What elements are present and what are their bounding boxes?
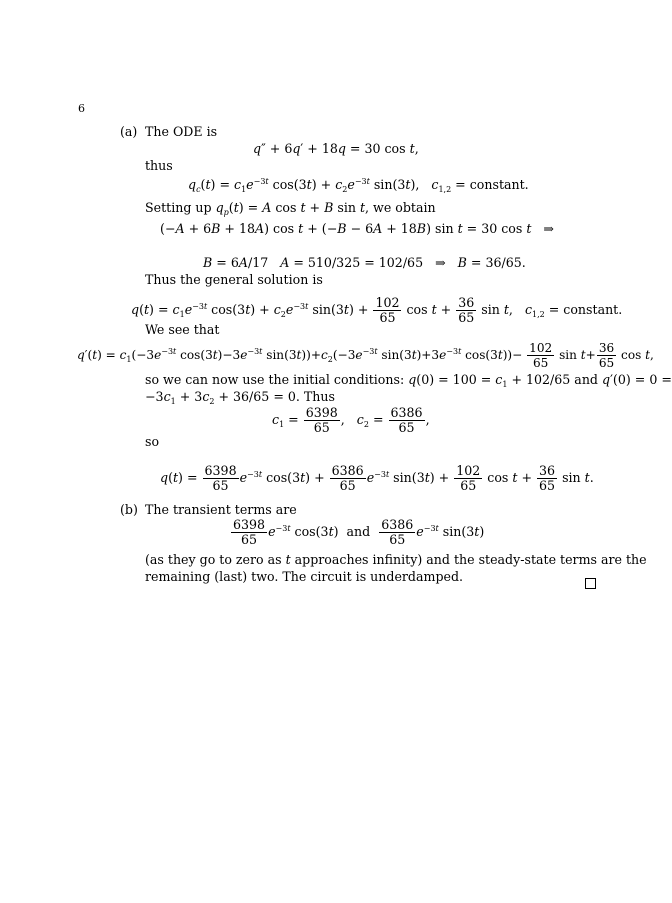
end-of-proof-mark <box>585 578 596 589</box>
ode-equation: q″ + 6q′ + 18q = 30 cos t, <box>253 141 419 156</box>
thus-text: thus <box>145 158 173 173</box>
initial-conditions-line-1: so we can now use the initial conditions: $q(0) = 100 = c_1 + 102/65$ and q′(0) = 0 = <box>145 372 672 389</box>
part-b-line-1: (as they go to zero as t approaches infinity) and the steady-state terms are the <box>145 552 647 567</box>
see-that-text: We see that <box>145 322 220 337</box>
constants-equation: $c_1$ = $\frac{6398}{65}$ , $c_2$ = $\frac{6386}{65}$ , <box>272 405 430 435</box>
part-b-line-2: remaining (last) two. The circuit is underdamped. <box>145 569 464 584</box>
coefficient-equation: (−A + 6B + 18A) cos t + (−B − 6A + 18B) sin t = 30 cos t ⇒ <box>160 221 554 236</box>
page-number: 6 <box>78 102 85 115</box>
initial-conditions-line-2: $-3c_1 + 3c_2 + 36/65 = 0$. Thus <box>145 389 335 406</box>
derivative-equation: $q'(t) = c_1(-3e^{-3t}$ $\cos(3t)-3e^{-3t}$ $\sin(3t))+c_2(-3e^{-3t}$ $\sin(3t)+3e^{-3t}$ cos(3t))− $\frac{102}{65}$ sin t+ $\frac{36}{65}$ cos t, <box>77 341 654 370</box>
transient-terms-equation: $\frac{6398}{65}$ $e^{-3t}$ cos(3t) and $\frac{6386}{65}$ $e^{-3t}$ sin(3t) <box>233 517 485 547</box>
part-b-intro: The transient terms are <box>145 502 297 517</box>
final-solution-equation: q(t) = $\frac{6398}{65}$ $e^{-3t}$ cos(3t) + $\frac{6386}{65}$ $e^{-3t}$ sin(3t) + $\frac{102}{65}$ cos t + $\frac{36}{65}$ sin t. <box>160 463 594 493</box>
coefficient-solution: B = 6A/17 A = 510/325 = 102/65 ⇒ B = 36/65. <box>203 255 526 270</box>
part-b-label: (b) <box>120 502 138 517</box>
part-a-intro: The ODE is <box>145 124 218 139</box>
part-a-label: (a) <box>120 124 138 139</box>
general-solution-text: Thus the general solution is <box>145 272 323 287</box>
so-text: so <box>145 434 160 449</box>
complementary-solution: $q_c(t) = c_1e^{-3t}$ $\cos(3t) + c_2e^{-3t}$ sin(3t), $c_{1,2}$ = constant. <box>188 177 529 194</box>
particular-setup-text: Setting up $q_p(t) = A$ cos t + B sin t, we obtain <box>145 200 436 217</box>
general-solution-equation: $q(t) = c_1e^{-3t}$ $\cos(3t) + c_2e^{-3t}$ sin(3t) + $\frac{102}{65}$ cos t + $\frac{36}{65}$ sin t, $c_{1,2}$ = constant. <box>131 295 623 325</box>
